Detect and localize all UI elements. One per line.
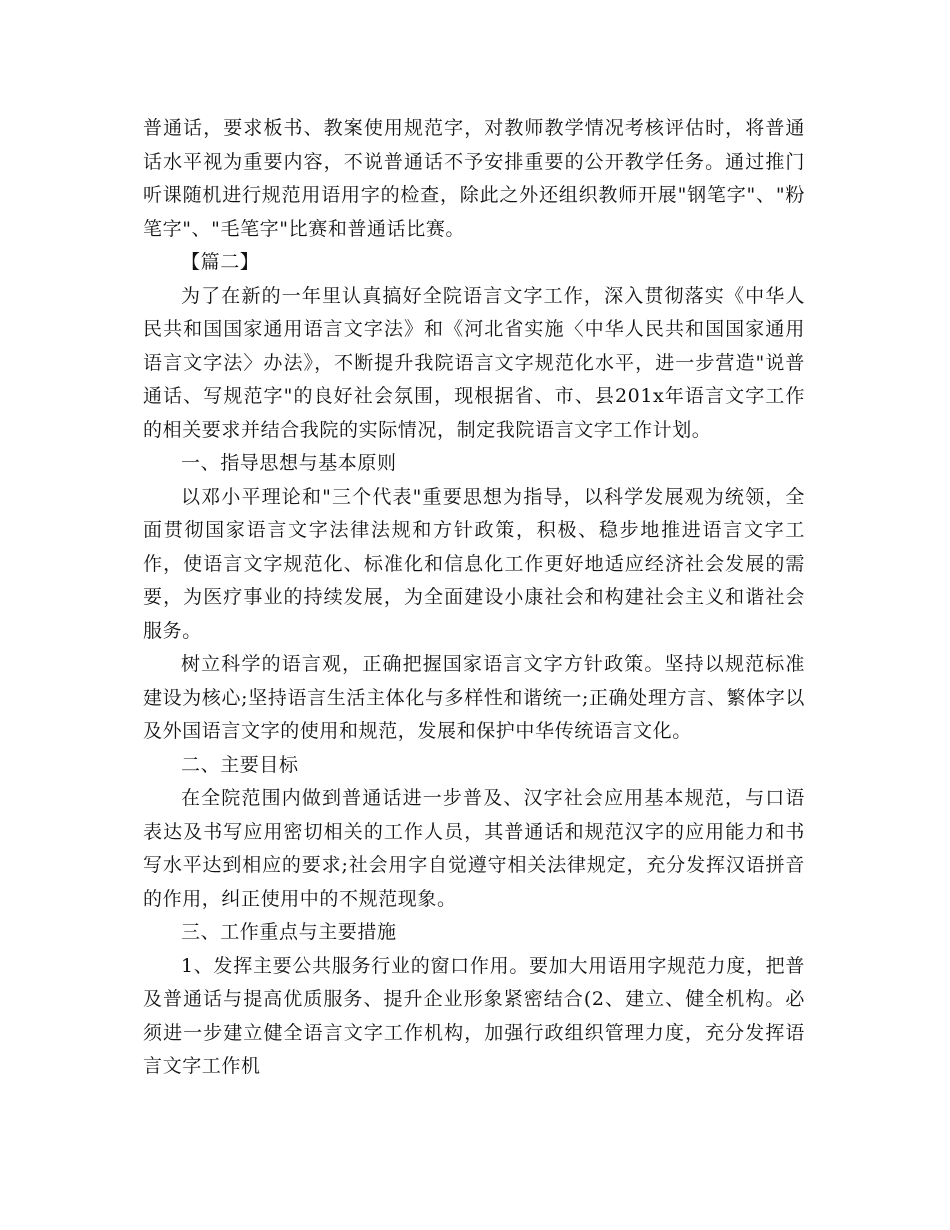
paragraph: 在全院范围内做到普通话进一步普及、汉字社会应用基本规范，与口语表达及书写应用密切相关的工作人员，其普通话和规范汉字的应用能力和书写水平达到相应的要求;社会用字自觉遵守相关法律规定，充分发挥汉语拼音的作用，纠正使用中的不规范现象。 — [143, 787, 805, 910]
section-heading: 三、工作重点与主要措施 — [181, 921, 397, 943]
document-body — [143, 112, 805, 1084]
paragraph: 为了在新的一年里认真搞好全院语言文字工作，深入贯彻落实《中华人民共和国国家通用语言文字法》和《河北省实施〈中华人民共和国国家通用语言文字法〉办法》，不断提升我院语言文字规范化水平，进一步营造"说普通话、写规范字"的良好社会氛围，现根据省、市、县201x年语言文字工作的相关要求并结合我院的实际情况，制定我院语言文字工作计划。 — [143, 284, 805, 441]
section-label: 【篇二】 — [181, 251, 260, 273]
paragraph: 普通话，要求板书、教案使用规范字，对教师教学情况考核评估时，将普通话水平视为重要内容，不说普通话不予安排重要的公开教学任务。通过推门听课随机进行规范用语用字的检查，除此之外还组织教师开展"钢笔字"、"粉笔字"、"毛笔字"比赛和普通话比赛。 — [143, 117, 805, 240]
section-heading: 一、指导思想与基本原则 — [181, 452, 397, 474]
paragraph: 以邓小平理论和"三个代表"重要思想为指导，以科学发展观为统领，全面贯彻国家语言文字法律法规和方针政策，积极、稳步地推进语言文字工作，使语言文字规范化、标准化和信息化工作更好地适应经济社会发展的需要，为医疗事业的持续发展，为全面建设小康社会和构建社会主义和谐社会服务。 — [143, 485, 805, 642]
section-heading: 二、主要目标 — [181, 753, 299, 776]
paragraph: 树立科学的语言观，正确把握国家语言文字方针政策。坚持以规范标准建设为核心;坚持语言生活主体化与多样性和谐统一;正确处理方言、繁体字以及外国语言文字的使用和规范，发展和保护中华传统语言文化。 — [143, 653, 805, 742]
paragraph: 1、发挥主要公共服务行业的窗口作用。要加大用语用字规范力度，把普及普通话与提高优质服务、提升企业形象紧密结合(2、建立、健全机构。必须进一步建立健全语言文字工作机构，加强行政组织管理力度，充分发挥语言文字工作机 — [143, 954, 805, 1077]
